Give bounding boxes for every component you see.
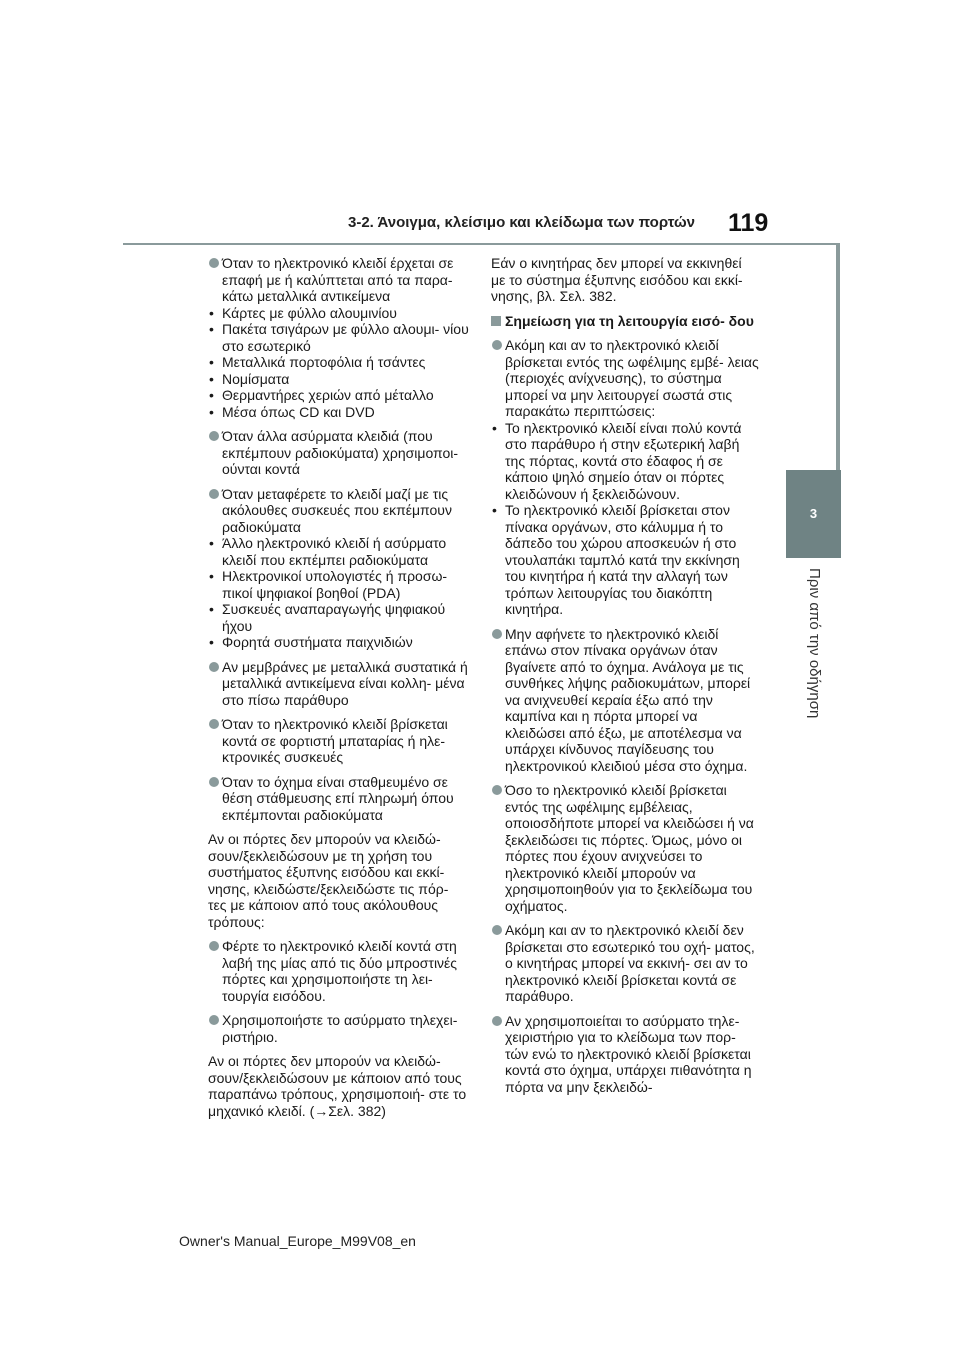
bullet-dot-icon	[492, 1016, 502, 1026]
bullet-item	[491, 1013, 759, 1096]
sub-item: • Νομίσματα	[208, 371, 470, 388]
bullet-dot-icon	[492, 629, 502, 639]
bullet-text: Φέρτε το ηλεκτρονικό κλειδί κοντά στη λαβή της μίας από τις δύο μπροστινές πόρτες και χρησιμοποιήστε τη λει- τουργία εισόδου.	[222, 938, 458, 1004]
bullet-item	[208, 716, 470, 766]
bullet-text: Μην αφήνετε το ηλεκτρονικό κλειδί επάνω στον πίνακα οργάνων όταν βγαίνετε από το όχημα. Ανάλογα με τις συνθήκες λήψης ραδιοκυμάτων, μπορεί να ανιχνευθεί κεραία έξω από την καμπίνα και η πόρτα μπορεί να κλειδώσει από έξω, με αποτέλεσμα να υπάρχει κίνδυνος παγίδευσης του ηλεκτρονικού κλειδιού μέσα στο όχημα.	[505, 625, 751, 774]
bullet-text: Χρησιμοποιήστε το ασύρματο τηλεχει- ριστήριο.	[222, 1012, 458, 1045]
sub-item: • Μέσα όπως CD και DVD	[208, 404, 470, 421]
sub-item: • Άλλο ηλεκτρονικό κλειδί ή ασύρματο κλειδί που εκπέμπει ραδιοκύματα	[208, 535, 470, 568]
bullet-dot-icon	[209, 1015, 219, 1025]
bullet-text: Όταν μεταφέρετε το κλειδί μαζί με τις ακόλουθες συσκευές που εκπέμπουν ραδιοκύματα	[222, 485, 452, 535]
bullet-item	[208, 938, 470, 1004]
bullet-item	[208, 255, 470, 420]
bullet-dot-icon	[209, 258, 219, 268]
bullet-item	[491, 922, 759, 1005]
bullet-text: Όταν άλλα ασύρματα κλειδιά (που εκπέμπουν ραδιοκύματα) χρησιμοποι- ούνται κοντά	[222, 428, 459, 477]
page-footer: Owner's Manual_Europe_M99V08_en	[179, 1233, 416, 1249]
sub-item: • Το ηλεκτρονικό κλειδί βρίσκεται στον πίνακα οργάνων, στο κάλυμμα ή το δάπεδο του χώρου αποσκευών ή στο ντουλαπάκι ταμπλό κατά την εκκίνηση του κινητήρα ή κατά την αλλαγή των τρόπων λειτουργίας του διακόπτη κινητήρα.	[491, 502, 759, 618]
bullet-text: Αν μεμβράνες με μεταλλικά συστατικά ή μεταλλικά αντικείμενα είναι κολλη- μένα στο πίσω παράθυρο	[222, 658, 468, 708]
bullet-item	[491, 337, 759, 618]
sub-item: • Μεταλλικά πορτοφόλια ή τσάντες	[208, 354, 470, 371]
paragraph: Αν οι πόρτες δεν μπορούν να κλειδώ- σουν/ξεκλειδώσουν με τη χρήση του συστήματος έξυπνης εισόδου και εκκί- νησης, κλειδώστε/ξεκλειδώστε τις πόρ- τες με κάποιον από τους ακόλουθους τρόπους:	[208, 831, 449, 930]
bullet-dot-icon	[209, 719, 219, 729]
sub-item: • Ηλεκτρονικοί υπολογιστές ή προσω- πικοί ψηφιακοί βοηθοί (PDA)	[208, 568, 470, 601]
chapter-tab[interactable]: 3	[786, 470, 841, 558]
bullet-dot-icon	[209, 489, 219, 499]
bullet-dot-icon	[209, 662, 219, 672]
bullet-text: Όσο το ηλεκτρονικό κλειδί βρίσκεται εντός της ωφέλιμης εμβέλειας, οποιοσδήποτε μπορεί να κλειδώσει ή να ξεκλειδώσει τις πόρτες. Όμως, μόνο οι πόρτες που έχουν ανιχνεύσει το ηλεκτρονικό κλειδί μπορούν να χρησιμοποιηθούν για το ξεκλείδωμα του οχήματος.	[505, 782, 754, 914]
section-header-title: 3-2. Άνοιγμα, κλείσιμο και κλείδωμα των πορτών	[348, 214, 695, 231]
bullet-dot-icon	[492, 340, 502, 350]
chapter-label: Πριν από την οδήγηση	[806, 568, 823, 719]
bullet-text: Ακόμη και αν το ηλεκτρονικό κλειδί βρίσκεται εντός της ωφέλιμης εμβέ- λειας (περιοχές ανίχνευσης), το σύστημα μπορεί να μην λειτουργεί σωστά στις παρακάτω περιπτώσεις:	[505, 337, 759, 419]
sub-item: • Συσκευές αναπαραγωγής ψηφιακού ήχου	[208, 601, 470, 634]
bullet-item	[208, 774, 470, 824]
side-divider	[836, 245, 840, 470]
bullet-dot-icon	[492, 925, 502, 935]
sub-item: • Πακέτα τσιγάρων με φύλλο αλουμι- νίου στο εσωτερικό	[208, 321, 470, 354]
section-heading-text: Σημείωση για τη λειτουργία εισό- δου	[505, 312, 754, 329]
bullet-dot-icon	[209, 941, 219, 951]
right-column	[491, 255, 759, 1103]
header-divider	[123, 243, 840, 245]
sub-item: • Θερμαντήρες χεριών από μέταλλο	[208, 387, 470, 404]
section-heading	[491, 313, 759, 330]
bullet-dot-icon	[492, 785, 502, 795]
bullet-dot-icon	[209, 777, 219, 787]
bullet-text: Ακόμη και αν το ηλεκτρονικό κλειδί δεν βρίσκεται στο εσωτερικό του οχή- ματος, ο κινητήρας μπορεί να εκκινή- σει αν το ηλεκτρονικό κλειδί βρίσκεται κοντά σε παράθυρο.	[505, 922, 755, 1004]
bullet-item	[208, 428, 470, 478]
left-column	[208, 255, 470, 1127]
bullet-dot-icon	[209, 431, 219, 441]
bullet-text: Αν χρησιμοποιείται το ασύρματο τηλε- χειριστήριο για το κλείδωμα των πορ- τών ενώ το ηλεκτρονικό κλειδί βρίσκεται κοντά στο όχημα, υπάρχει πιθανότητα η πόρτα να μην ξεκλειδώ-	[505, 1012, 752, 1095]
bullet-item	[208, 486, 470, 651]
bullet-item	[208, 659, 470, 709]
bullet-text: Όταν το όχημα είναι σταθμευμένο σε θέση στάθμευσης επί πληρωμή όπου εκπέμπονται ραδιοκύματα	[222, 773, 454, 823]
square-marker-icon	[491, 316, 501, 326]
sub-item: • Φορητά συστήματα παιχνιδιών	[208, 634, 470, 651]
bullet-text: Όταν το ηλεκτρονικό κλειδί έρχεται σε επαφή με ή καλύπτεται από τα παρα- κάτω μεταλλικά αντικείμενα	[222, 255, 454, 304]
bullet-item	[208, 1012, 470, 1045]
page-number: 119	[728, 209, 769, 237]
paragraph: Αν οι πόρτες δεν μπορούν να κλειδώ- σουν/ξεκλειδώσουν με κάποιον από τους παραπάνω τρόπους, χρησιμοποιή- στε το μηχανικό κλειδί. (→Σελ. 382)	[208, 1053, 467, 1119]
bullet-item	[491, 626, 759, 775]
bullet-item	[491, 782, 759, 914]
sub-item: • Το ηλεκτρονικό κλειδί είναι πολύ κοντά στο παράθυρο ή στην εξωτερική λαβή της πόρτας, κοντά στο έδαφος ή σε κάποιο ψηλό σημείο όταν οι πόρτες κλειδώνουν ή ξεκλειδώνουν.	[491, 420, 759, 503]
paragraph: Εάν ο κινητήρας δεν μπορεί να εκκινηθεί με το σύστημα έξυπνης εισόδου και εκκί- νησης, βλ. Σελ. 382.	[491, 255, 743, 304]
bullet-text: Όταν το ηλεκτρονικό κλειδί βρίσκεται κοντά σε φορτιστή μπαταρίας ή ηλε- κτρονικές συσκευές	[222, 716, 448, 765]
sub-item: • Κάρτες με φύλλο αλουμινίου	[208, 305, 470, 322]
